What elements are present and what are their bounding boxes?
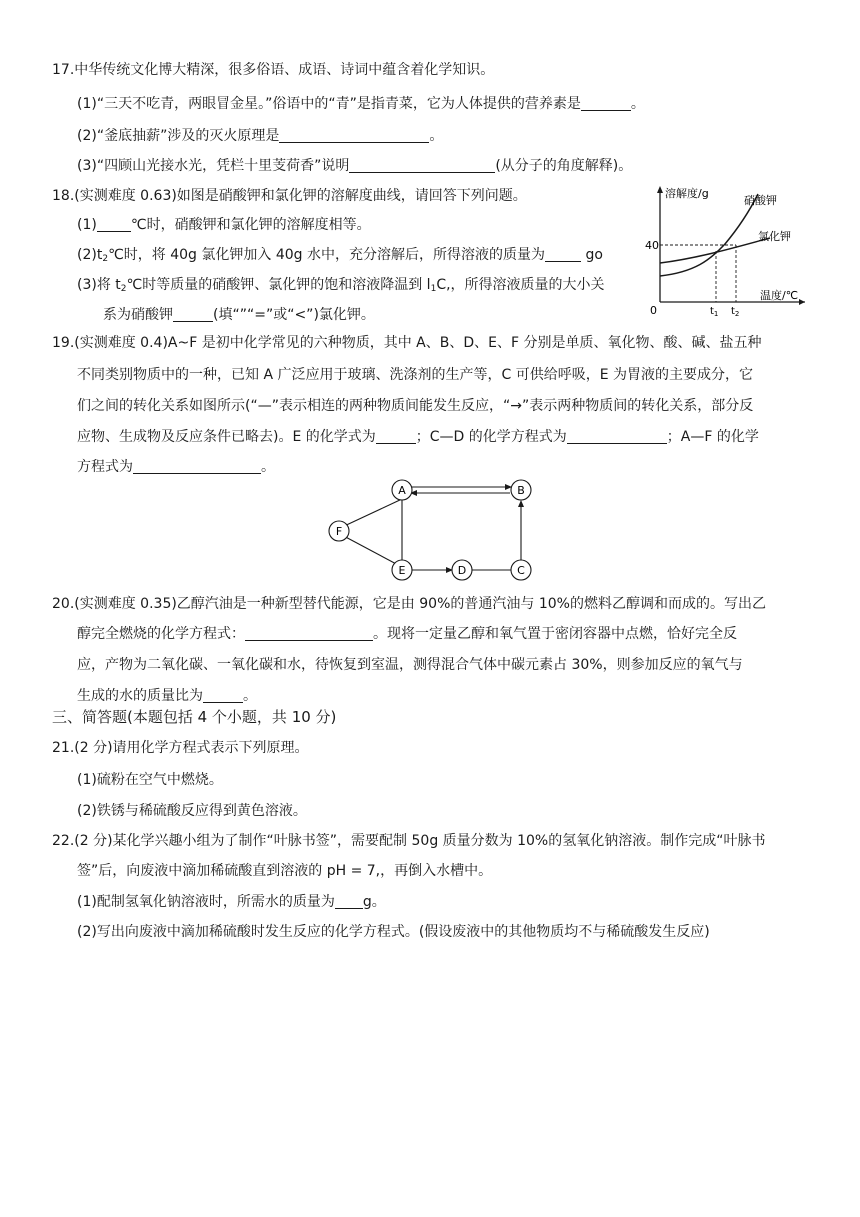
q19-line5: [77, 457, 275, 477]
q19-line3: 们之间的转化关系如图所示(“—”表示相连的两种物质间能发生反应，“→”表示两种物质间的转化关系，部分反: [77, 398, 754, 414]
q22-part1-b: g。: [362, 894, 386, 910]
q19-blank3[interactable]: [133, 459, 261, 474]
q17-blank3[interactable]: [349, 158, 495, 173]
node-f: [329, 521, 349, 541]
q17-blank2[interactable]: [279, 128, 429, 143]
q20-line4: [77, 686, 257, 706]
q20-line3: 应，产物为二氧化碳、一氧化碳和水，待恢复到室温，测得混合气体中碳元素占 30%，则参加反应的氧气与: [77, 657, 743, 673]
q19-line4-b: ；C—D 的化学方程式为: [415, 429, 567, 445]
q18-part2-c: go: [585, 247, 603, 263]
q17-part1-end: 。: [630, 96, 645, 112]
q18-part3: [77, 275, 605, 295]
graph-y-arrow-icon: [657, 186, 663, 193]
q19-blank1[interactable]: [376, 429, 416, 444]
q17-part1: [77, 94, 645, 114]
q18-part1-b: ℃时，硝酸钾和氯化钾的溶解度相等。: [130, 217, 371, 233]
q18-part2: [77, 245, 603, 265]
graph-t1: $t_1$: [710, 306, 719, 318]
svg-text:F: F: [335, 525, 343, 538]
svg-text:A: A: [398, 484, 406, 497]
q18-part2-sub: 2: [102, 254, 109, 264]
q22-line2: 签”后，向废液中滴加稀硫酸直到溶液的 pH = 7,，再倒入水槽中。: [77, 863, 493, 879]
graph-y-tick-40: 40: [645, 239, 659, 252]
q18-part3-a: (3)将 t: [77, 277, 121, 293]
q20-line1: 20.(实测难度 0.35)乙醇汽油是一种新型替代能源，它是由 90%的普通汽油与 10%的燃料乙醇调和而成的。写出乙: [52, 596, 766, 612]
node-c: [511, 560, 531, 580]
q17-part2: [77, 126, 443, 146]
q18-part1: [77, 215, 371, 235]
q20-line2-b: 。现将一定量乙醇和氧气置于密闭容器中点燃，恰好完全反: [373, 626, 737, 642]
q18-stem: 18.(实测难度 0.63)如图是硝酸钾和氯化钾的溶解度曲线，请回答下列问题。: [52, 188, 527, 204]
q18-blank2[interactable]: [545, 247, 581, 262]
q22-part1-a: (1)配制氢氧化钠溶液时，所需水的质量为: [77, 894, 335, 910]
q18-part3-b: ℃时等质量的硝酸钾、氯化钾的饱和溶液降温到 l: [126, 277, 431, 293]
q18-blank3[interactable]: [173, 307, 213, 322]
graph-ylabel: 溶解度/g: [665, 187, 709, 200]
q17-part3-end: (从分子的角度解释)。: [495, 158, 633, 174]
q20-blank1[interactable]: [245, 626, 373, 641]
svg-text:D: D: [457, 564, 467, 577]
svg-text:B: B: [517, 484, 525, 497]
graph-t2: $t_2$: [731, 306, 740, 318]
arrow-to-b-up-icon: [518, 500, 524, 507]
solubility-graph: [640, 180, 810, 320]
node-d: [452, 560, 472, 580]
q17-part1-text: (1)“三天不吃青，两眼冒金星。”俗语中的“青”是指青菜，它为人体提供的营养素是: [77, 96, 581, 112]
q19-blank2[interactable]: [567, 429, 667, 444]
label-kno3: 硝酸钾: [744, 194, 777, 207]
q20-line2-a: 醇完全燃烧的化学方程式：: [77, 626, 245, 642]
node-a: [392, 480, 412, 500]
q18-part3-e: (填“”“=”或“<”)氯化钾。: [213, 307, 375, 323]
q19-line4-a: 应物、生成物及反应条件已略去)。E 的化学式为: [77, 429, 376, 445]
q18-blank1[interactable]: [97, 217, 131, 232]
q18-part3-d: 系为硝酸钾: [103, 307, 173, 323]
q19-line4: [77, 427, 759, 447]
q22-line1: 22.(2 分)某化学兴趣小组为了制作“叶脉书签”，需要配制 50g 质量分数为 10%的氢氧化钠溶液。制作完成“叶脉书: [52, 833, 766, 849]
q19-line5-b: 。: [261, 459, 275, 475]
q18-part1-a: (1): [77, 217, 97, 233]
svg-text:C: C: [517, 564, 525, 577]
q18-part3-c: C,，所得溶液质量的大小关: [436, 277, 605, 293]
q21-part2: (2)铁锈与稀硫酸反应得到黄色溶液。: [77, 803, 307, 819]
edge-a-f: [340, 499, 402, 528]
q17-part2-end: 。: [429, 128, 444, 144]
graph-xlabel: 温度/℃: [760, 289, 799, 302]
q22-part2: (2)写出向废液中滴加稀硫酸时发生反应的化学方程式。(假设废液中的其他物质均不与稀硫酸发生反应): [77, 924, 710, 940]
q21-stem: 21.(2 分)请用化学方程式表示下列原理。: [52, 740, 309, 756]
q19-line2: 不同类别物质中的一种，已知 A 广泛应用于玻璃、洗涤剂的生产等，C 可供给呼吸，E 为胃液的主要成分，它: [77, 367, 753, 383]
q19-line4-c: ；A—F 的化学: [666, 429, 759, 445]
q17-part3: [77, 156, 632, 176]
q19-line1: 19.(实测难度 0.4)A~F 是初中化学常见的六种物质，其中 A、B、D、E、F 分别是单质、氧化物、酸、碱、盐五种: [52, 335, 762, 351]
q20-line4-a: 生成的水的质量比为: [77, 688, 203, 704]
q22-part1: [77, 892, 386, 912]
section-three-heading: 三、简答题(本题包括 4 个小题，共 10 分): [52, 708, 337, 726]
q19-line5-a: 方程式为: [77, 459, 133, 475]
curve-kcl: [660, 238, 770, 263]
graph-x-arrow-icon: [799, 299, 805, 305]
q18-part3-sub2: 1: [430, 284, 437, 294]
node-b: [511, 480, 531, 500]
label-kcl: 氯化钾: [758, 230, 791, 243]
q18-part2-b: ℃时，将 40g 氯化钾加入 40g 水中，充分溶解后，所得溶液的质量为: [108, 247, 545, 263]
node-e: [392, 560, 412, 580]
relation-diagram: [320, 476, 540, 584]
q21-part1: (1)硫粉在空气中燃烧。: [77, 772, 223, 788]
q18-part3-cont: [103, 305, 375, 325]
q20-line2: [77, 624, 737, 644]
q18-part3-sub: 2: [120, 284, 127, 294]
q18-part2-a: (2)t: [77, 247, 103, 263]
svg-text:E: E: [398, 564, 406, 577]
q17-blank1[interactable]: [581, 96, 631, 111]
edge-f-e: [340, 534, 400, 566]
q17-part2-text: (2)“釜底抽薪”涉及的灭火原理是: [77, 128, 280, 144]
q22-blank1[interactable]: [335, 894, 363, 909]
q20-blank2[interactable]: [203, 688, 243, 703]
q17-part3-text: (3)“四顾山光接水光，凭栏十里芰荷香”说明: [77, 158, 350, 174]
q17-stem: 17.中华传统文化博大精深，很多俗语、成语、诗词中蕴含着化学知识。: [52, 62, 495, 78]
graph-origin: 0: [650, 304, 657, 317]
q20-line4-b: 。: [243, 688, 257, 704]
